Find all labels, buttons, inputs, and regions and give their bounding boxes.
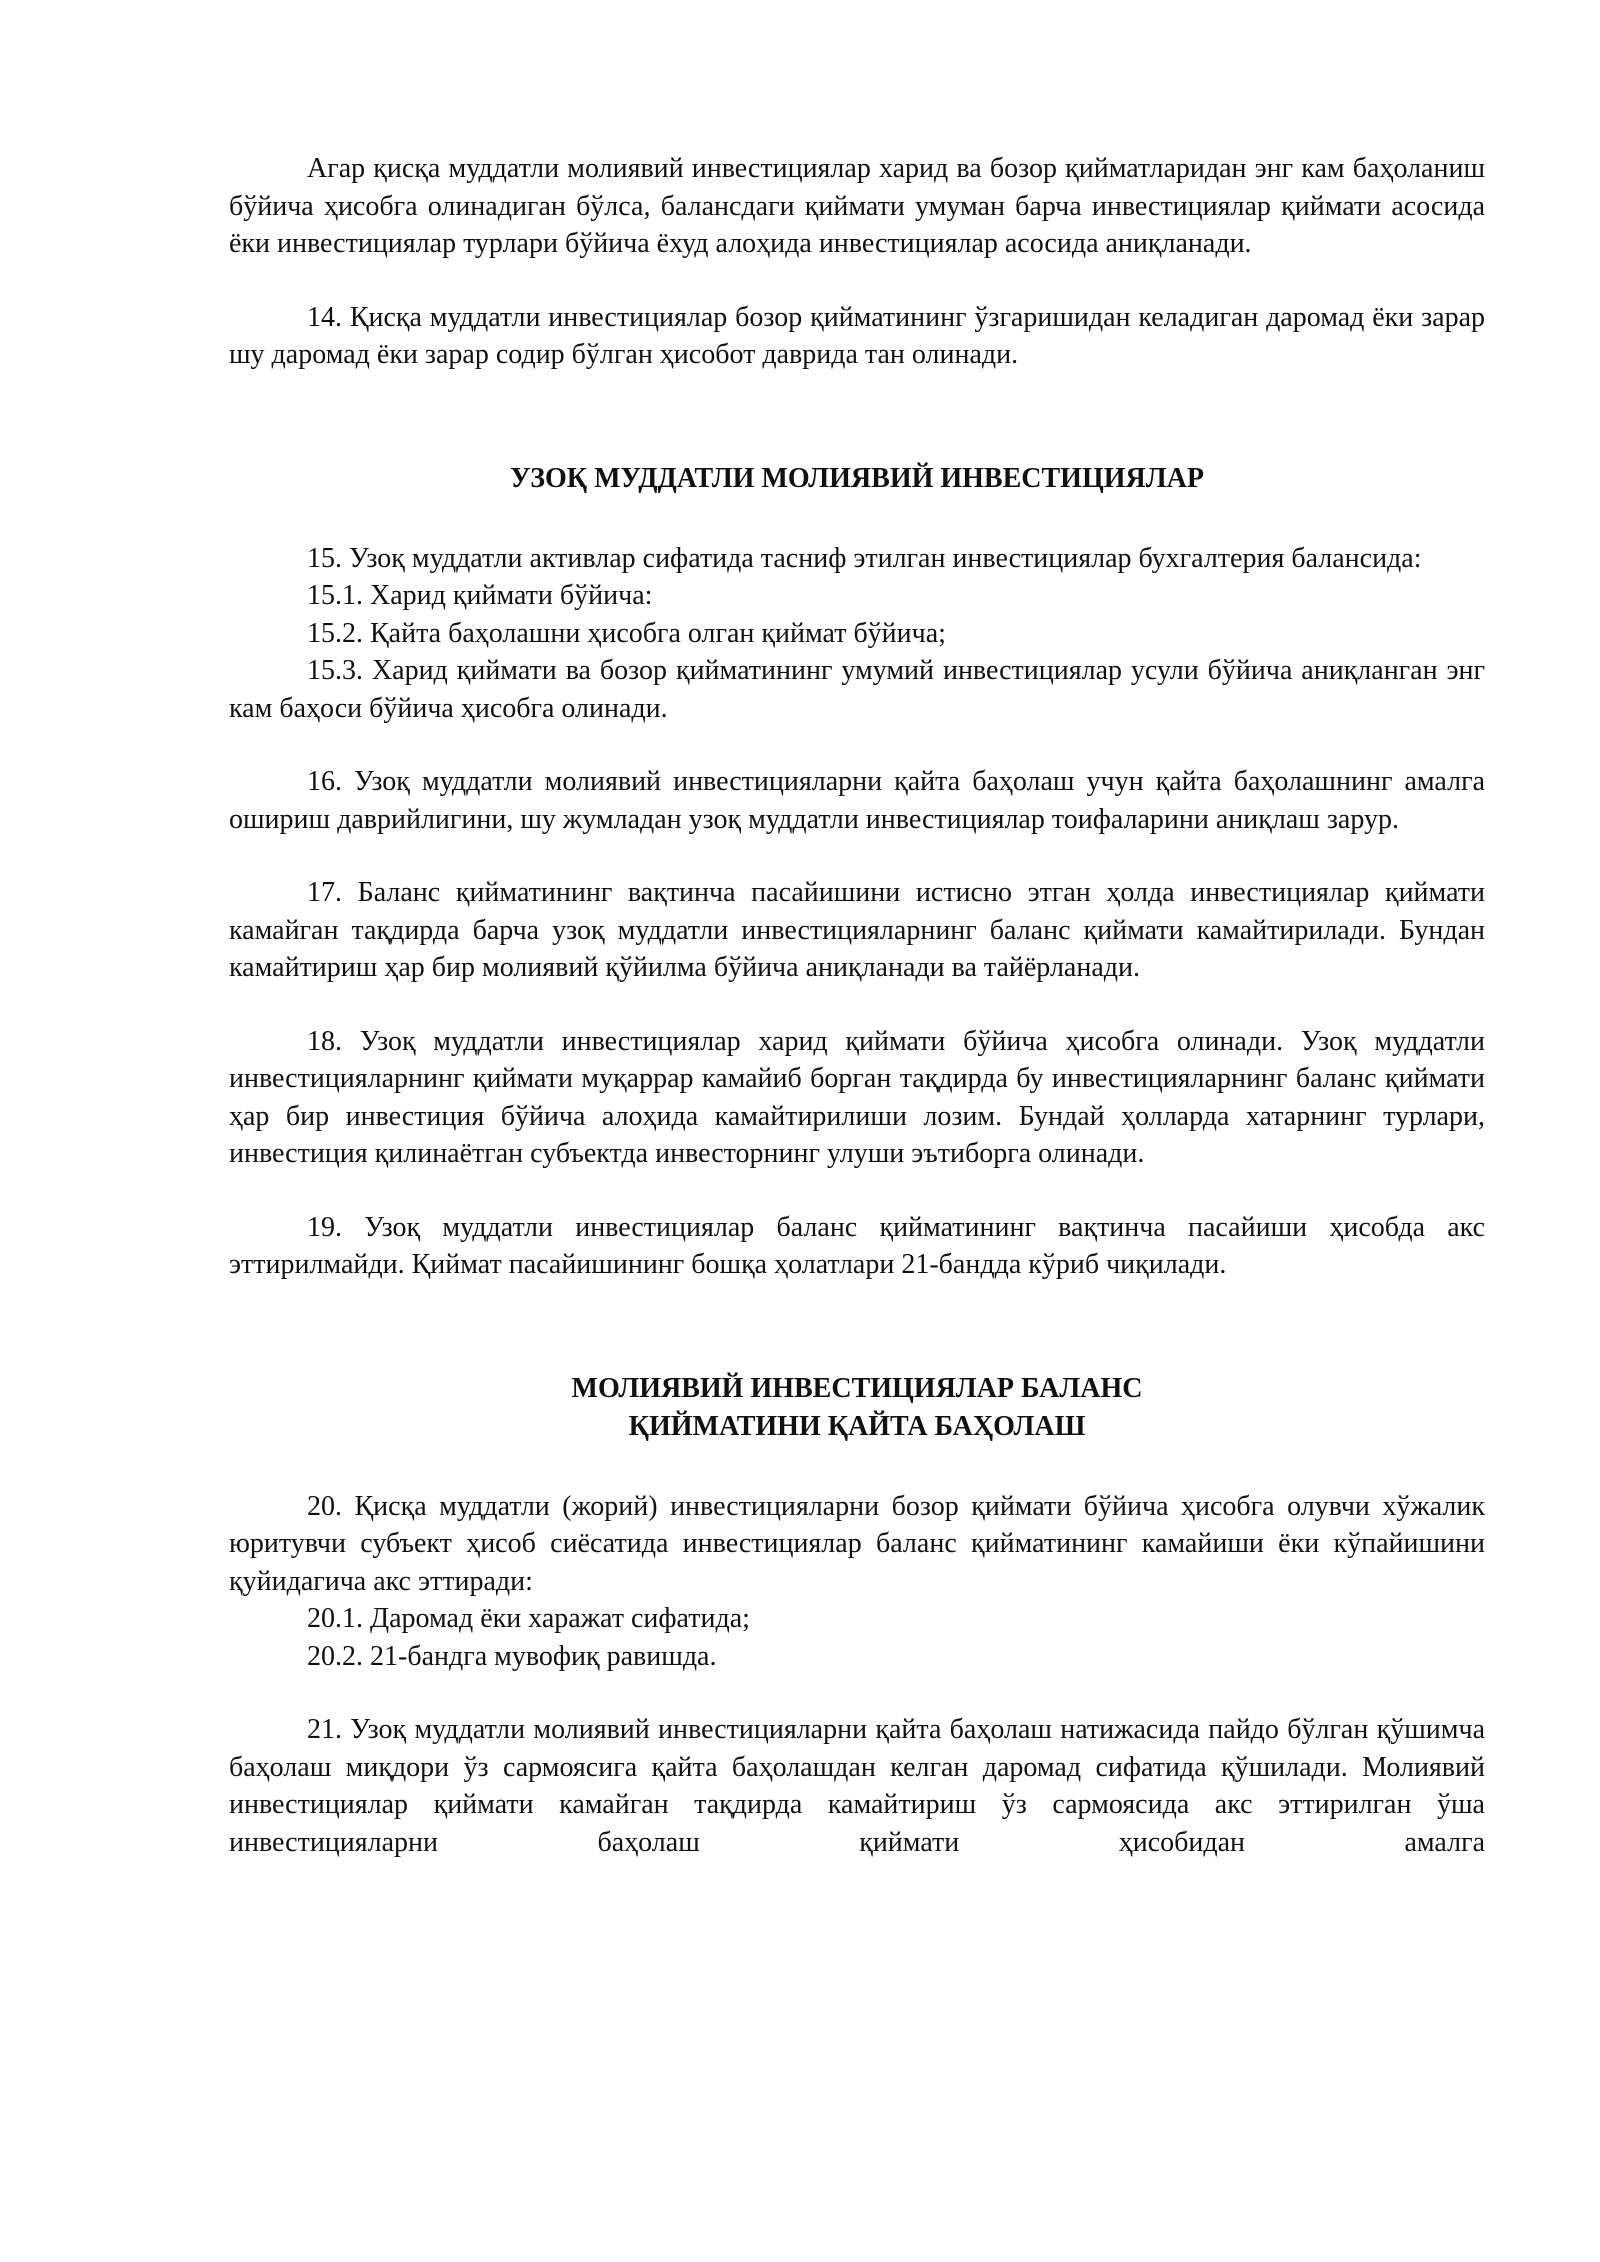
- section-heading-revaluation: [229, 1370, 1485, 1446]
- section-heading-revaluation-line-1: МОЛИЯВИЙ ИНВЕСТИЦИЯЛАР БАЛАНС: [571, 1372, 1143, 1404]
- paragraph-14: 14. Қисқа муддатли инвестициялар бозор қийматининг ўзгаришидан келадиган даромад ёки зарар шу даромад ёки зарар содир бўлган ҳисобот даврида тан олинади.: [229, 301, 1485, 370]
- paragraph-15-3: 15.3. Харид қиймати ва бозор қийматининг умумий инвестициялар усули бўйича аниқланган энг кам баҳоси бўйича ҳисобга олинади.: [229, 655, 1485, 724]
- paragraph-17: 17. Баланс қийматининг вақтинча пасайишини истисно этган ҳолда инвестициялар қиймати камайган тақдирда барча узоқ муддатли инвестицияларнинг баланс қиймати камайтирилади. Бундан камайтириш ҳар бир молиявий қўйилма бўйича аниқланади ва тайёрланади.: [229, 877, 1485, 983]
- paragraph-15-2: 15.2. Қайта баҳолашни ҳисобга олган қиймат бўйича;: [307, 617, 946, 649]
- paragraph-15-1: 15.1. Харид қиймати бўйича:: [307, 580, 653, 611]
- paragraph-19: 19. Узоқ муддатли инвестициялар баланс қийматининг вақтинча пасайиши ҳисобда акс эттирилмайди. Қиймат пасайишининг бошқа ҳолатлари 21-бандда кўриб чиқилади.: [229, 1211, 1485, 1280]
- paragraph-20-2: 20.2. 21-бандга мувофиқ равишда.: [307, 1640, 717, 1672]
- paragraph-18: 18. Узоқ муддатли инвестициялар харид қиймати бўйича ҳисобга олинади. Узоқ муддатли инвестицияларнинг қиймати муқаррар камайиб борган тақдирда бу инвестицияларнинг баланс қиймати ҳар бир инвестиция бўйича алоҳида камайтирилиши лозим. Бундай ҳолларда хатарнинг турлари, инвестиция қилинаётган субъектда инвесторнинг улуши эътиборга олинади.: [229, 1025, 1485, 1169]
- paragraph-20-1: 20.1. Даромад ёки харажат сифатида;: [307, 1603, 750, 1634]
- paragraph-16: 16. Узоқ муддатли молиявий инвестицияларни қайта баҳолаш учун қайта баҳолашнинг амалга ошириш даврийлигини, шу жумладан узоқ муддатли инвестициялар тоифаларини аниқлаш зарур.: [229, 766, 1485, 835]
- paragraph-intro: Агар қисқа муддатли молиявий инвестициялар харид ва бозор қийматларидан энг кам баҳоланиш бўйича ҳисобга олинадиган бўлса, балансдаги қиймати умуман барча инвестициялар қиймати асосида ёки инвестициялар турлари бўйича ёхуд алоҳида инвестициялар асосида аниқланади.: [229, 153, 1485, 259]
- section-heading-revaluation-line-2: ҚИЙМАТИНИ ҚАЙТА БАҲОЛАШ: [628, 1410, 1086, 1442]
- paragraph-21: 21. Узоқ муддатли молиявий инвестицияларни қайта баҳолаш натижасида пайдо бўлган қўшимча баҳолаш миқдори ўз сармоясига қайта баҳолашдан келган даромад сифатида қўшилади. Молиявий инвестициялар қиймати камайган тақдирда камайтириш ўз сармоясида акс эттирилган ўша инвестицияларни баҳолаш қиймати ҳисобидан амалга: [229, 1714, 1485, 1858]
- section-heading-long-term-investments: УЗОҚ МУДДАТЛИ МОЛИЯВИЙ ИНВЕСТИЦИЯЛАР: [510, 462, 1204, 494]
- document-page: [229, 150, 1485, 1861]
- paragraph-20: 20. Қисқа муддатли (жорий) инвестицияларни бозор қиймати бўйича ҳисобга олувчи хўжалик юритувчи субъект ҳисоб сиёсатида инвестициялар баланс қийматининг камайиши ёки кўпайишини қуйидагича акс эттиради:: [229, 1490, 1485, 1597]
- paragraph-15: 15. Узоқ муддатли активлар сифатида тасниф этилган инвестициялар бухгалтерия балансида:: [307, 542, 1422, 574]
